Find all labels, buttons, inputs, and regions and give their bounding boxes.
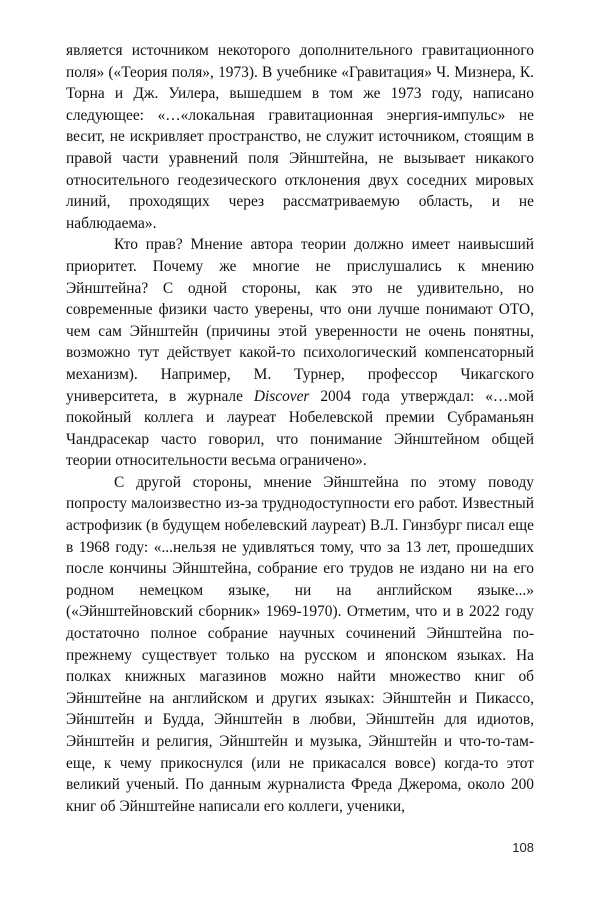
page-number: 108 [512,840,534,855]
paragraph-2-text-b: 2004 года утверждал: «…мой покойный коллега и лауреат Нобелевской премии Субраманьян Чандрасекар часто говорил, что понимание Эйнштейном общей теории относительности весьма ограничено». [66,387,534,470]
paragraph-2-text-a: Кто прав? Мнение автора теории должно имеет наивысший приоритет. Почему же многие не прислушались к мнению Эйнштейна? С одной стороны, как это не удивительно, но современные физики часто уверены, что они лучше понимают ОТО, чем сам Эйнштейн (причины этой уверенности не очень понятны, возможно тут действует какой-то психологический компенсаторный механизм). Например, М. Турнер, профессор Чикагского университета, в журнале [66,236,534,405]
paragraph-1-text: является источником некоторого дополнительного гравитационного поля» («Теория поля», 1973). В учебнике «Гравитация» Ч. Мизнера, К. Торна и Дж. Уилера, вышедшем в том же 1973 году, написано следующее: «…«локальная гравитационная энергия-импульс» не весит, не искривляет пространство, не служит источником, стоящим в правой части уравнений поля Эйнштейна, не вызывает никакого относительного геодезического отклонения двух соседних мировых линий, проходящих через рассматриваемую область, и не наблюдаема». [66,42,534,232]
paragraph-1 [66,40,534,234]
paragraph-2 [66,234,534,472]
journal-title-discover: Discover [253,387,310,405]
paragraph-3-text: С другой стороны, мнение Эйнштейна по этому поводу попросту малоизвестно из-за труднодоступности его работ. Известный астрофизик (в будущем нобелевский лауреат) В.Л. Гинзбург писал еще в 1968 году: «...нельзя не удивляться тому, что за 13 лет, прошедших после кончины Эйнштейна, собрание его трудов не издано ни на его родном немецком языке, ни на английском языке...» («Эйнштейновский сборник» 1969-1970). Отметим, что и в 2022 году достаточно полное собрание научных сочинений Эйнштейна по-прежнему существует только на русском и японском языках. На полках книжных магазинов можно найти множество книг об Эйнштейне на английском и других языках: Эйнштейн и Пикассо, Эйнштейн и Будда, Эйнштейн в любви, Эйнштейн для идиотов, Эйнштейн и религия, Эйнштейн и музыка, Эйнштейн и что-то-там-еще, к чему прикоснулся (или не прикасался вовсе) когда-то этот великий ученый. По данным журналиста Фреда Джерома, около 200 книг об Эйнштейне написали его коллеги, ученики, [66,473,534,815]
paragraph-3 [66,472,534,818]
page-body [66,40,534,817]
